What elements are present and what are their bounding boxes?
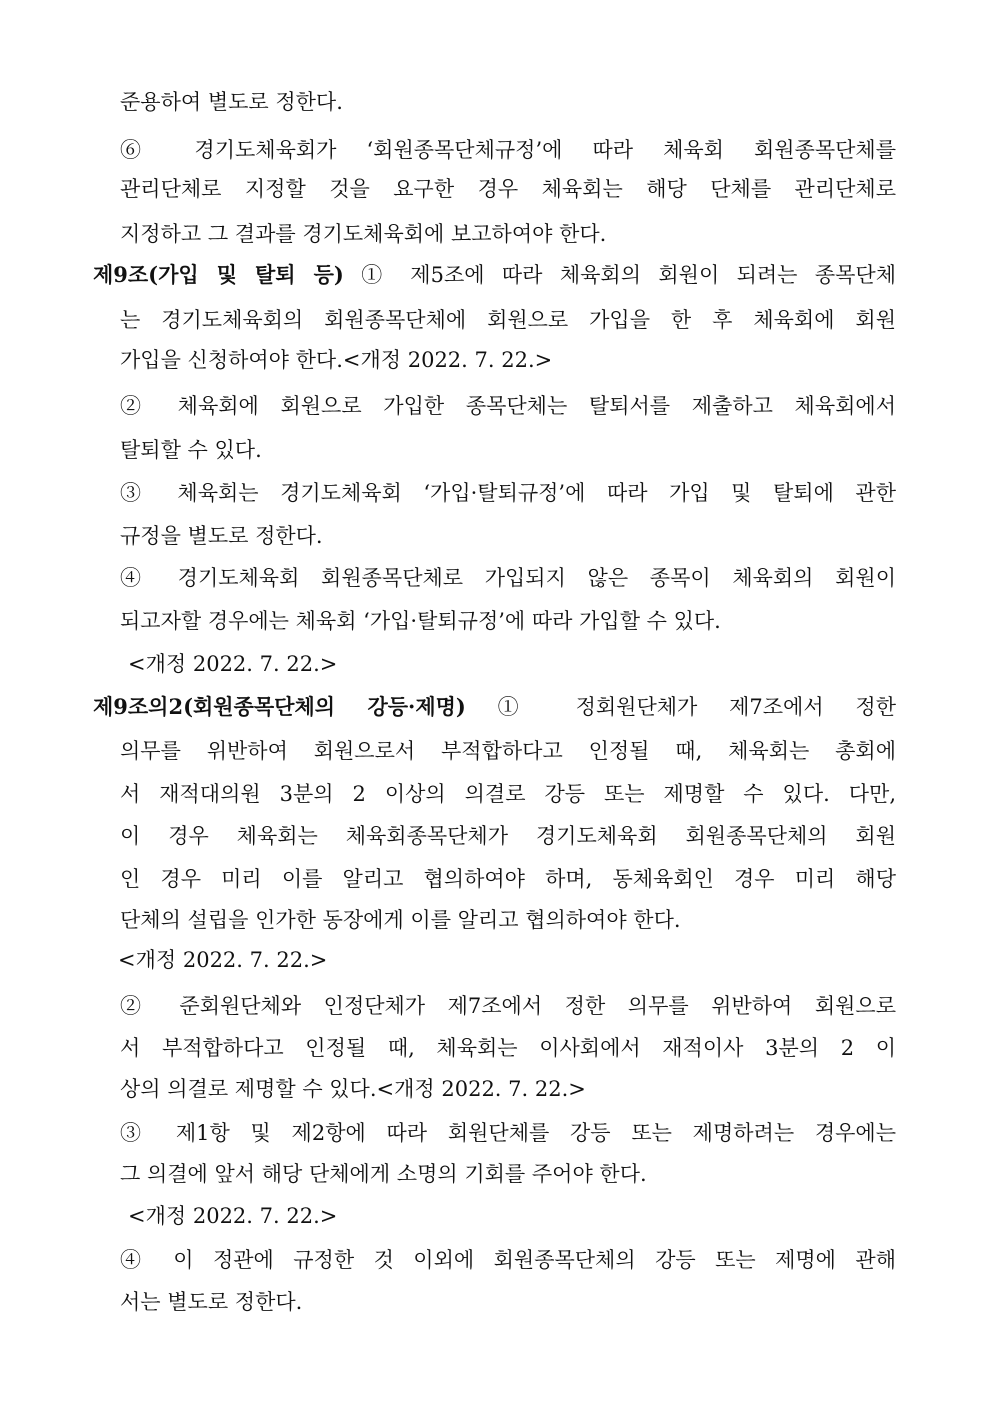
text-line: 인 경우 미리 이를 알리고 협의하여야 하며, 동체육회인 경우 미리 해당 xyxy=(120,867,896,891)
text-line: 탈퇴할 수 있다. xyxy=(120,438,262,462)
text-segment: ① 정회원단체가 제7조에서 정한 xyxy=(497,695,896,719)
article-9-title: 제9조(가입 및 탈퇴 등) xyxy=(93,262,344,287)
article-9-2-first-line xyxy=(93,687,896,727)
text-line: 지정하고 그 결과를 경기도체육회에 보고하여야 한다. xyxy=(120,222,607,246)
amendment-note: <개정 2022. 7. 22.> xyxy=(128,652,338,676)
text-line: 서 재적대의원 3분의 2 이상의 의결로 강등 또는 제명할 수 있다. 다만, xyxy=(120,782,896,806)
text-line: ④ 경기도체육회 회원종목단체로 가입되지 않은 종목이 체육회의 회원이 xyxy=(120,566,896,590)
text-line: 가입을 신청하여야 한다.<개정 2022. 7. 22.> xyxy=(120,348,553,372)
text-line: 규정을 별도로 정한다. xyxy=(120,524,323,548)
text-line: ② 체육회에 회원으로 가입한 종목단체는 탈퇴서를 제출하고 체육회에서 xyxy=(120,394,896,418)
amendment-note: <개정 2022. 7. 22.> xyxy=(128,1204,338,1228)
amendment-note: <개정 2022. 7. 22.> xyxy=(118,948,328,972)
text-line: 상의 의결로 제명할 수 있다.<개정 2022. 7. 22.> xyxy=(120,1077,586,1101)
text-line: 서 부적합하다고 인정될 때, 체육회는 이사회에서 재적이사 3분의 2 이 xyxy=(120,1036,896,1060)
text-line: ③ 체육회는 경기도체육회 ‘가입·탈퇴규정’에 따라 가입 및 탈퇴에 관한 xyxy=(120,481,896,505)
text-line: 의무를 위반하여 회원으로서 부적합하다고 인정될 때, 체육회는 총회에 xyxy=(120,739,896,763)
text-line: ③ 제1항 및 제2항에 따라 회원단체를 강등 또는 제명하려는 경우에는 xyxy=(120,1121,896,1145)
text-line: ⑥ 경기도체육회가 ‘회원종목단체규정’에 따라 체육회 회원종목단체를 xyxy=(120,138,896,162)
text-line: 단체의 설립을 인가한 동장에게 이를 알리고 협의하여야 한다. xyxy=(120,908,681,932)
text-line: 는 경기도체육회의 회원종목단체에 회원으로 가입을 한 후 체육회에 회원 xyxy=(120,308,896,332)
article-9-2-title: 제9조의2(회원종목단체의 강등·제명) xyxy=(93,694,466,719)
text-line: ④ 이 정관에 규정한 것 이외에 회원종목단체의 강등 또는 제명에 관해 xyxy=(120,1248,896,1272)
text-line: 되고자할 경우에는 체육회 ‘가입·탈퇴규정’에 따라 가입할 수 있다. xyxy=(120,609,721,633)
text-line: 관리단체로 지정할 것을 요구한 경우 체육회는 해당 단체를 관리단체로 xyxy=(120,177,896,201)
text-line: ② 준회원단체와 인정단체가 제7조에서 정한 의무를 위반하여 회원으로 xyxy=(120,994,896,1018)
text-line: 준용하여 별도로 정한다. xyxy=(120,90,343,114)
text-line: 서는 별도로 정한다. xyxy=(120,1290,303,1314)
article-9-first-line xyxy=(93,255,896,295)
text-line: 이 경우 체육회는 체육회종목단체가 경기도체육회 회원종목단체의 회원 xyxy=(120,824,896,848)
text-segment: ① 제5조에 따라 체육회의 회원이 되려는 종목단체 xyxy=(361,263,896,287)
text-line: 그 의결에 앞서 해당 단체에게 소명의 기회를 주어야 한다. xyxy=(120,1162,647,1186)
